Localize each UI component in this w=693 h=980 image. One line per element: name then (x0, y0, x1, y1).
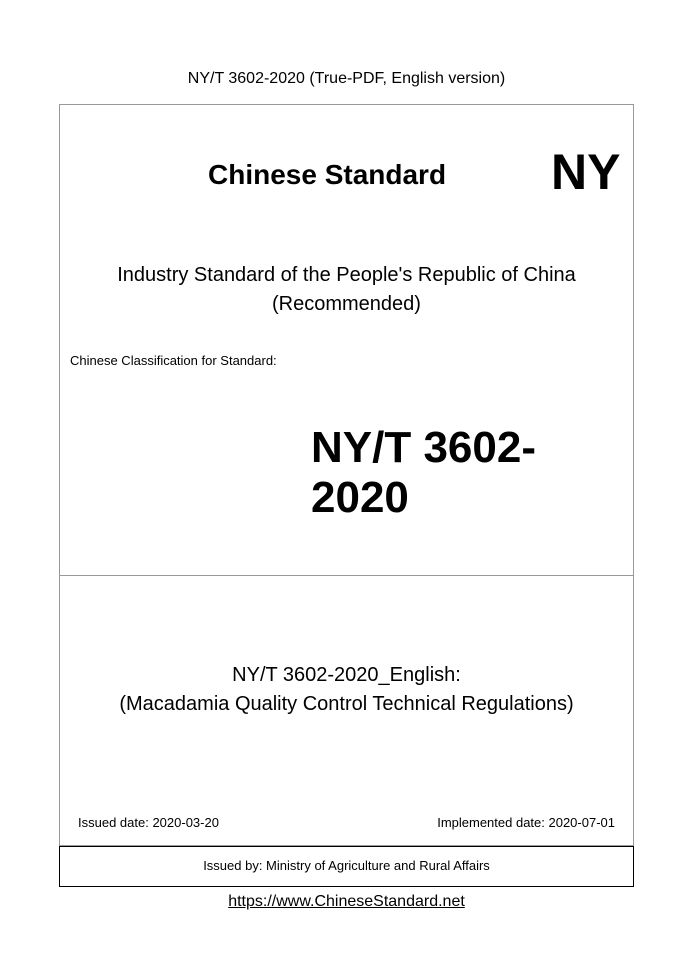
industry-statement (60, 261, 633, 319)
document-title-line-2: (Macadamia Quality Control Technical Regulations) (119, 693, 574, 715)
document-title (60, 661, 633, 719)
industry-line-1: Industry Standard of the People's Republic of China (117, 264, 576, 286)
issuer-box (59, 846, 634, 887)
issued-date: Issued date: 2020-03-20 (78, 815, 219, 830)
website-link[interactable]: https://www.ChineseStandard.net (228, 893, 465, 910)
document-number: NY/T 3602-2020 (311, 423, 536, 522)
standard-code: NY (551, 144, 621, 200)
section-divider (60, 575, 633, 576)
implemented-date: Implemented date: 2020-07-01 (437, 815, 615, 830)
document-title-line-1: NY/T 3602-2020_English: (232, 664, 461, 686)
classification-label: Chinese Classification for Standard: (70, 353, 277, 368)
cover-frame (59, 104, 634, 846)
industry-line-2: (Recommended) (272, 293, 421, 315)
standard-title: Chinese Standard (208, 159, 447, 190)
issuer-text: Issued by: Ministry of Agriculture and Rural Affairs (203, 858, 490, 873)
page-header: NY/T 3602-2020 (True-PDF, English version) (187, 70, 506, 87)
